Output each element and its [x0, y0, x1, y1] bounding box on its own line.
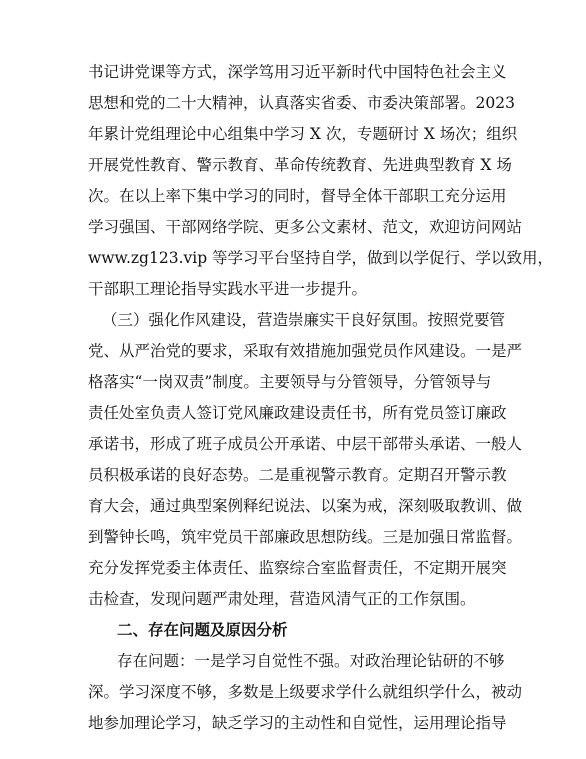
section-heading: 二、存在问题及原因分析	[117, 620, 288, 639]
paragraph-2-line-9: 充分发挥党委主体责任、监察综合室监督责任，不定期开展突	[88, 559, 507, 577]
paragraph-1-line-3: 年累计党组理论中心组集中学习 X 次，专题研讨 X 场次；组织	[88, 125, 518, 143]
paragraph-1-line-1: 书记讲党课等方式，深学笃用习近平新时代中国特色社会主义	[88, 63, 507, 81]
paragraph-2-line-5: 承诺书，形成了班子成员公开承诺、中层干部带头承诺、一般人	[88, 435, 523, 453]
paragraph-3-line-3: 地参加理论学习，缺乏学习的主动性和自觉性，运用理论指导	[88, 714, 507, 732]
paragraph-2-line-1: （三）强化作风建设，营造崇廉实干良好氛围。按照党要管	[102, 311, 506, 329]
paragraph-2-line-10: 击检查，发现问题严肃处理，营造风清气正的工作氛围。	[88, 590, 476, 608]
paragraph-1-line-2: 思想和党的二十大精神，认真落实省委、市委决策部署。2023	[88, 94, 515, 112]
paragraph-3-line-2: 深。学习深度不够，多数是上级要求学什么就组织学什么，被动	[88, 683, 523, 701]
paragraph-3-line-1: 存在问题：一是学习自觉性不强。对政治理论钻研的不够	[117, 652, 505, 670]
paragraph-1-line-7: www.zg123.vip 等学习平台坚持自学，做到以学促行、学以致用，	[88, 249, 554, 267]
paragraph-2-line-7: 育大会，通过典型案例释纪说法、以案为戒，深刻吸取教训、做	[88, 497, 523, 515]
paragraph-1-line-6: 学习强国、干部网络学院、更多公文素材、范文，欢迎访问网站	[88, 218, 523, 236]
paragraph-2-line-8: 到警钟长鸣，筑牢党员干部廉政思想防线。三是加强日常监督。	[88, 528, 523, 546]
paragraph-2-line-2: 党、从严治党的要求，采取有效措施加强党员作风建设。一是严	[88, 342, 523, 360]
paragraph-1-line-8: 干部职工理论指导实践水平进一步提升。	[88, 280, 368, 298]
paragraph-2-line-3: 格落实“一岗双责”制度。主要领导与分管领导，分管领导与	[88, 373, 492, 391]
paragraph-1-line-5: 次。在以上率下集中学习的同时，督导全体干部职工充分运用	[88, 187, 507, 205]
paragraph-2-line-4: 责任处室负责人签订党风廉政建设责任书，所有党员签订廉政	[88, 404, 507, 422]
paragraph-1-line-4: 开展党性教育、警示教育、革命传统教育、先进典型教育 X 场	[88, 156, 512, 174]
paragraph-2-line-6: 员积极承诺的良好态势。二是重视警示教育。定期召开警示教	[88, 466, 507, 484]
